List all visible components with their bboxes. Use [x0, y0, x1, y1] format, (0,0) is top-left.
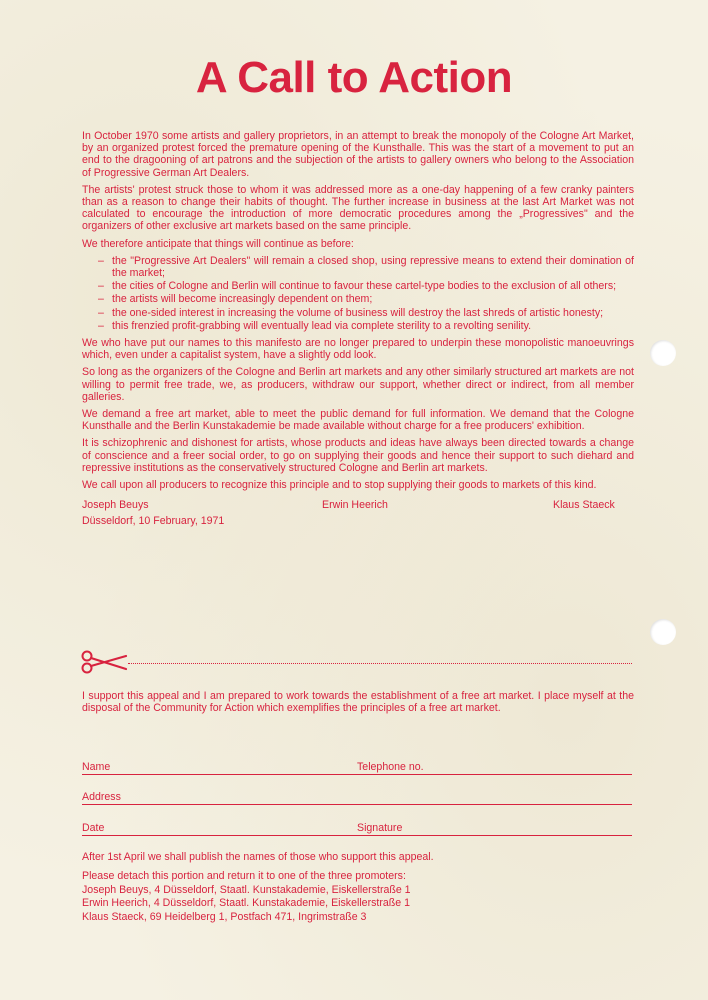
list-item: – the "Progressive Art Dealers" will remain a closed shop, using repressive means to extend their domination of the market; — [82, 255, 634, 279]
list-item: – the one-sided interest in increasing the volume of business will destroy the last shreds of artistic honesty; — [82, 307, 634, 319]
footer — [82, 851, 634, 924]
signatory-beuys: Joseph Beuys — [82, 499, 149, 512]
address-row[interactable] — [82, 790, 632, 805]
publish-note: After 1st April we shall publish the names of those who support this appeal. — [82, 851, 434, 863]
anticipation-list — [82, 255, 634, 332]
signatories — [82, 499, 634, 515]
support-statement: I support this appeal and I am prepared to work towards the establishment of a free art market. I place myself at the disposal of the Community for Action which exemplifies the principles of a free art market. — [82, 690, 634, 715]
address-label: Address — [82, 791, 121, 803]
paragraph: We demand a free art market, able to meet the public demand for full information. We demand that the Cologne Kunsthalle and the Berlin Kunstakademie be made available without charge for a free producers' exhibition. — [82, 408, 634, 433]
page-title: A Call to Action — [195, 53, 513, 102]
paragraph: It is schizophrenic and dishonest for artists, whose products and ideas have always been directed towards a change of conscience and a freer social order, to go on supplying their goods and hence their support to such diehard and repressive institutions as the conservatively structured Cologne and Berlin art markets. — [82, 437, 634, 474]
paragraph: The artists' protest struck those to whom it was addressed more as a one-day happening of a few cranky painters than as a reason to change their habits of thought. The further increase in business at the last Art Market was not calculated to encourage the introduction of more democratic procedures among the „Progressives" and the organizers of other exclusive art markets based on the same principle. — [82, 183, 634, 233]
address-staeck: Klaus Staeck, 69 Heidelberg 1, Postfach 471, Ingrimstraße 3 — [82, 910, 367, 923]
date-label: Date — [82, 822, 105, 834]
detach-note: Please detach this portion and return it to one of the three promoters: — [82, 870, 406, 883]
place-date: Düsseldorf, 10 February, 1971 — [82, 515, 225, 528]
manifesto-body — [82, 130, 634, 532]
name-label: Name — [82, 761, 111, 773]
punch-hole-bottom — [650, 619, 676, 645]
signatory-heerich: Erwin Heerich — [322, 499, 388, 512]
signatory-staeck: Klaus Staeck — [553, 499, 615, 512]
list-item: – the cities of Cologne and Berlin will continue to favour these cartel-type bodies to the exclusion of all others; — [82, 280, 634, 292]
paragraph: In October 1970 some artists and gallery proprietors, in an attempt to break the monopoly of the Cologne Art Market, by an organized protest forced the premature opening of the Kunsthalle. This was the start of a movement to put an end to the dragooning of art patrons and the subjection of the artists to gallery owners who belong to the Association of Progressive German Art Dealers. — [82, 130, 634, 179]
name-telephone-row[interactable] — [82, 760, 632, 775]
telephone-label: Telephone no. — [357, 761, 424, 773]
dotted-line — [128, 663, 632, 664]
signature-label: Signature — [357, 822, 403, 834]
date-signature-row[interactable] — [82, 821, 632, 836]
cut-line — [80, 648, 632, 676]
paragraph: We who have put our names to this manifesto are no longer prepared to underpin these monopolistic manoeuvrings which, even under a capitalist system, have a slightly odd look. — [82, 337, 634, 362]
scissors-icon — [80, 648, 128, 676]
paragraph: We therefore anticipate that things will continue as before: — [82, 237, 354, 250]
paragraph: We call upon all producers to recognize this principle and to stop supplying their goods to markets of this kind. — [82, 479, 597, 492]
address-heerich: Erwin Heerich, 4 Düsseldorf, Staatl. Kunstakademie, Eiskellerstraße 1 — [82, 897, 410, 910]
list-item: – this frenzied profit-grabbing will eventually lead via complete sterility to a revolting senility. — [82, 320, 634, 332]
list-item: – the artists will become increasingly dependent on them; — [82, 293, 634, 305]
paragraph: So long as the organizers of the Cologne and Berlin art markets and any other similarly structured art markets are not willing to permit free trade, we, as producers, withdraw our support, whether direct or indirect, from all member galleries. — [82, 366, 634, 403]
punch-hole-top — [650, 340, 676, 366]
address-beuys: Joseph Beuys, 4 Düsseldorf, Staatl. Kunstakademie, Eiskellerstraße 1 — [82, 883, 411, 896]
